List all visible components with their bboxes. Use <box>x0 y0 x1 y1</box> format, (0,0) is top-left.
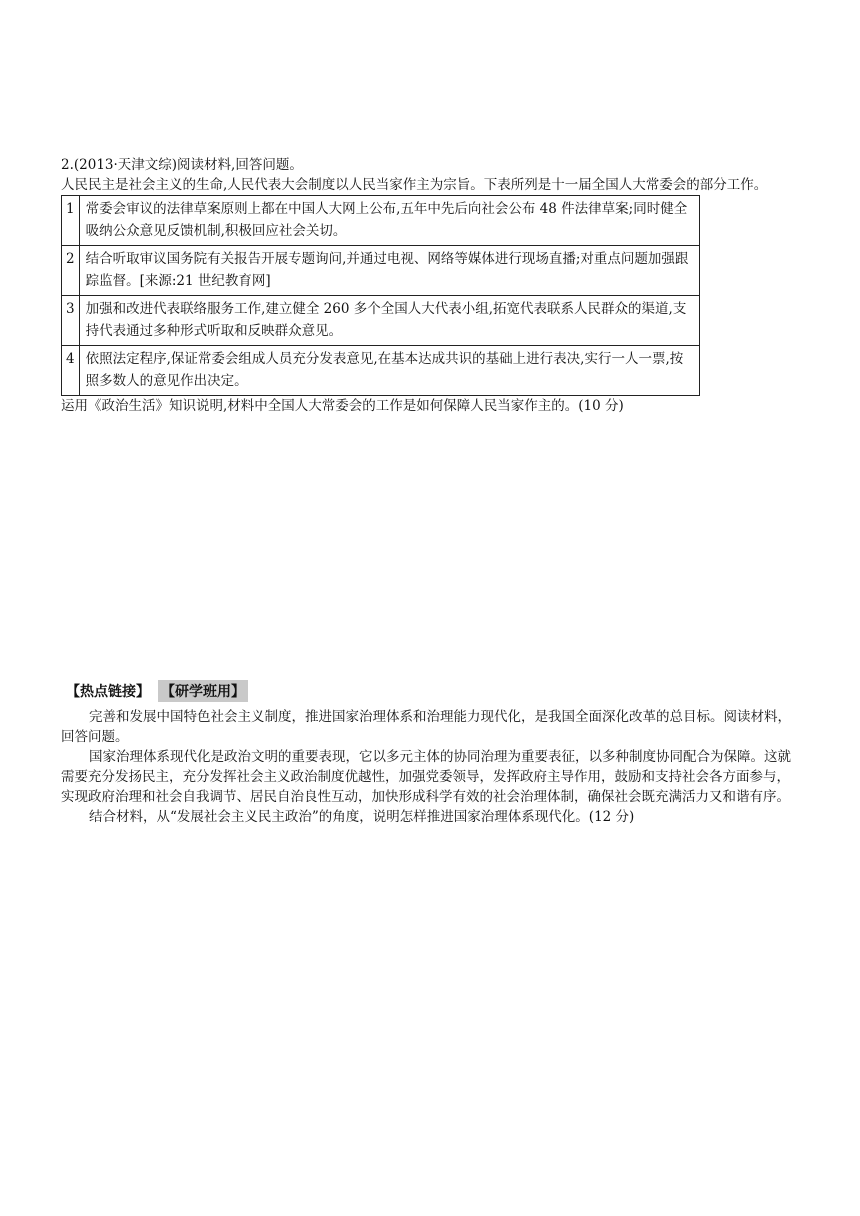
table-row <box>62 346 700 396</box>
hotspot-section <box>61 680 803 827</box>
hotspot-title: 【热点链接】 <box>66 684 150 700</box>
row-number: 4 <box>62 346 80 396</box>
row-text: 常委会审议的法律草案原则上都在中国人大网上公布,五年中先后向社会公布 48 件法律草案;同时健全吸纳公众意见反馈机制,积极回应社会关切。 <box>79 196 699 246</box>
question-2-intro: 人民民主是社会主义的生命,人民代表大会制度以人民当家作主为宗旨。下表所列是十一届全国人大常委会的部分工作。 <box>61 177 768 193</box>
row-text: 结合听取审议国务院有关报告开展专题询问,并通过电视、网络等媒体进行现场直播;对重点问题加强跟踪监督。[来源:21 世纪教育网] <box>79 246 699 296</box>
question-2-header: 2.(2013·天津文综)阅读材料,回答问题。 <box>61 157 303 173</box>
material-table <box>61 195 700 396</box>
row-number: 1 <box>62 196 80 246</box>
hotspot-paragraph-1: 完善和发展中国特色社会主义制度，推进国家治理体系和治理能力现代化，是我国全面深化改革的总目标。阅读材料，回答问题。 <box>61 709 791 745</box>
table-row <box>62 196 700 246</box>
hotspot-paragraph-2: 国家治理体系现代化是政治文明的重要表现，它以多元主体的协同治理为重要表征，以多种制度协同配合为保障。这就需要充分发扬民主，充分发挥社会主义政治制度优越性，加强党委领导，发挥政府主导作用，鼓励和支持社会各方面参与，实现政府治理和社会自我调节、居民自治良性互动，加快形成科学有效的社会治理体制，确保社会既充满活力又和谐有序。 <box>61 749 791 805</box>
row-number: 3 <box>62 296 80 346</box>
table-row <box>62 296 700 346</box>
study-class-badge: 【研学班用】 <box>158 680 248 702</box>
row-number: 2 <box>62 246 80 296</box>
question-2 <box>61 155 803 416</box>
table-row <box>62 246 700 296</box>
row-text: 加强和改进代表联络服务工作,建立健全 260 多个全国人大代表小组,拓宽代表联系人民群众的渠道,支持代表通过多种形式听取和反映群众意见。 <box>79 296 699 346</box>
question-2-prompt: 运用《政治生活》知识说明,材料中全国人大常委会的工作是如何保障人民当家作主的。(10 分) <box>61 398 624 414</box>
hotspot-question: 结合材料，从“发展社会主义民主政治”的角度，说明怎样推进国家治理体系现代化。(12 分) <box>89 809 635 825</box>
hotspot-heading <box>66 680 803 702</box>
row-text: 依照法定程序,保证常委会组成人员充分发表意见,在基本达成共识的基础上进行表决,实行一人一票,按照多数人的意见作出决定。 <box>79 346 699 396</box>
